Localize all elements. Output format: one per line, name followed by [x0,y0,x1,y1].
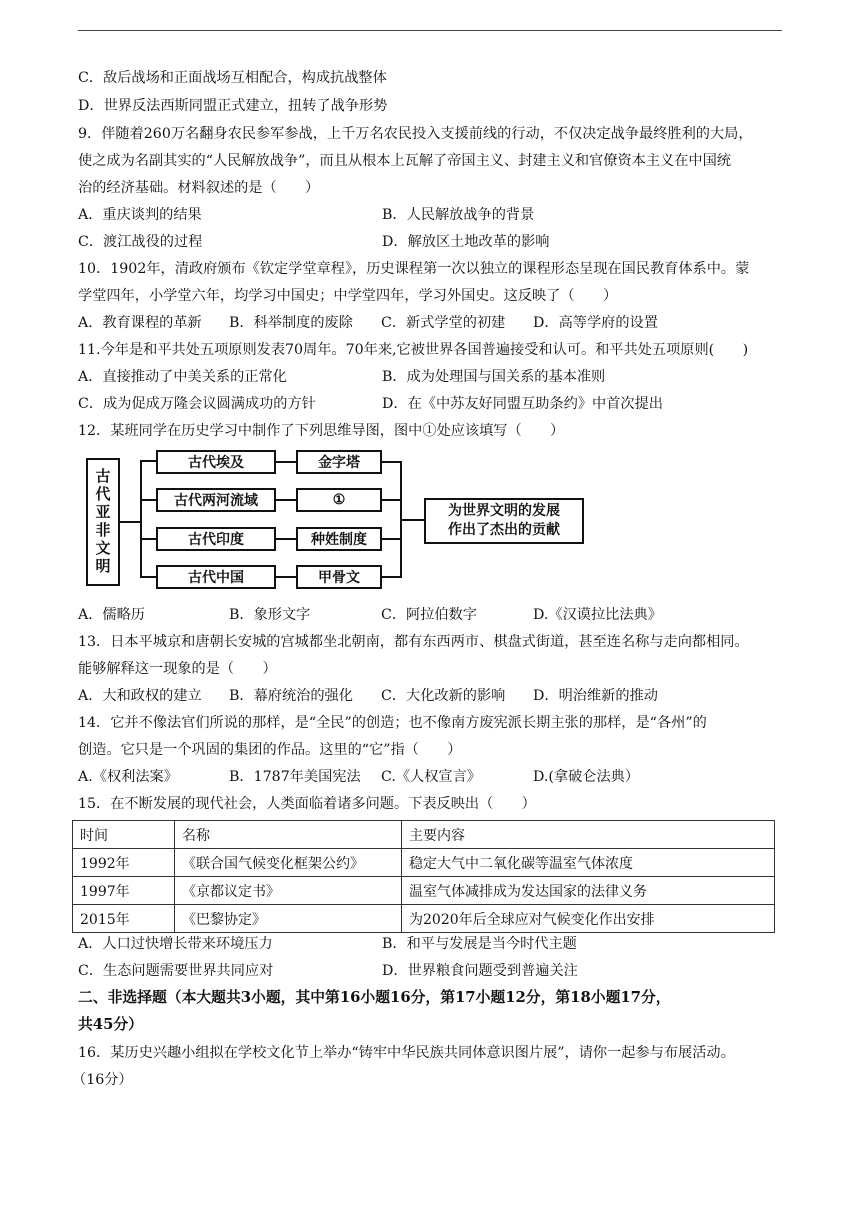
q8-option-c: C．敌后战场和正面战场互相配合，构成抗战整体 [78,70,387,86]
q12-option-d: D.《汉谟拉比法典》 [533,607,662,623]
q16-stem-line2: （16分） [72,1072,133,1088]
q11-option-c: C．成为促成万隆会议圆满成功的方针 [78,396,316,412]
q11-option-a: A．直接推动了中美关系的正常化 [78,369,287,385]
q15-option-d: D．世界粮食问题受到普遍关注 [382,963,578,979]
q15-option-c: C．生态问题需要世界共同应对 [78,963,274,979]
table-header-cell: 时间 [73,821,175,849]
q14-option-b: B．1787年美国宪法 [229,769,361,785]
climate-agreements-table [72,820,775,933]
q13-stem-line1: 13．日本平城京和唐朝长安城的宫城都坐北朝南，都有东西两市、棋盘式街道，甚至连名称与走向都相同。 [78,634,749,650]
q10-option-d: D．高等学府的设置 [533,315,658,331]
table-cell: 1997年 [73,877,175,905]
q10-option-a: A．教育课程的革新 [78,315,202,331]
q12-option-a: A．儒略历 [78,607,145,623]
q12-option-c: C．阿拉伯数字 [381,607,477,623]
header-rule [78,30,782,31]
mindmap-connector [382,576,400,578]
mindmap-region: 古代两河流域 [156,488,276,512]
q9-option-a: A．重庆谈判的结果 [78,207,202,223]
mindmap-conclusion-line1: 为世界文明的发展 [448,503,560,519]
mindmap-connector [140,499,156,501]
q13-option-a: A．大和政权的建立 [78,688,202,704]
q10-option-c: C．新式学堂的初建 [381,315,506,331]
q13-option-b: B．幕府统治的强化 [229,688,353,704]
mindmap-region: 古代中国 [156,565,276,589]
table-cell: 为2020年后全球应对气候变化作出安排 [402,905,775,933]
q10-option-b: B．科举制度的废除 [229,315,353,331]
q12-option-b: B．象形文字 [229,607,311,623]
q9-stem-line3: 治的经济基础。材料叙述的是（ ） [78,180,320,196]
q12-stem: 12．某班同学在历史学习中制作了下列思维导图，图中①处应该填写（ ） [78,423,565,439]
table-cell: 稳定大气中二氧化碳等温室气体浓度 [402,849,775,877]
table-cell: 温室气体减排成为发达国家的法律义务 [402,877,775,905]
mindmap-connector [140,460,156,462]
mindmap-connector [276,461,296,463]
table-cell: 《巴黎协定》 [175,905,402,933]
mindmap-connector [140,460,142,576]
table-row [73,877,775,905]
mindmap-item: 甲骨文 [296,565,382,589]
q13-option-c: C．大化改新的影响 [381,688,506,704]
q15-stem: 15．在不断发展的现代社会，人类面临着诸多问题。下表反映出（ ） [78,796,536,812]
q13-option-d: D．明治维新的推动 [533,688,658,704]
q9-option-d: D．解放区土地改革的影响 [382,234,550,250]
q9-option-b: B．人民解放战争的背景 [382,207,535,223]
q11-stem: 11.今年是和平共处五项原则发表70周年。70年来,它被世界各国普遍接受和认可。和平共处五项原则( ) [78,342,749,358]
q16-stem-line1: 16．某历史兴趣小组拟在学校文化节上举办“铸牢中华民族共同体意识图片展”，请你一起参与布展活动。 [78,1045,735,1061]
q9-option-c: C．渡江战役的过程 [78,234,203,250]
table-header-row [73,821,775,849]
q10-stem-line2: 学堂四年，小学堂六年，均学习中国史；中学堂四年，学习外国史。这反映了（ ） [78,288,618,304]
table-row [73,905,775,933]
q14-stem-line1: 14．它并不像法官们所说的那样，是“全民”的创造；也不像南方废宪派长期主张的那样，是“各州”的 [78,715,707,731]
table-header-cell: 主要内容 [402,821,775,849]
mind-map [78,446,590,592]
mindmap-connector [140,576,156,578]
q11-option-b: B．成为处理国与国关系的基本准则 [382,369,606,385]
mindmap-connector [276,499,296,501]
q9-stem-line1: 9．伴随着260万名翻身农民参军参战，上千万名农民投入支援前线的行动，不仅决定战争最终胜利的大局， [78,126,753,142]
table-header-cell: 名称 [175,821,402,849]
mindmap-root: 古代亚非文明 [86,458,120,586]
mindmap-conclusion [424,498,584,544]
table-cell: 1992年 [73,849,175,877]
mindmap-connector [276,576,296,578]
mindmap-connector [276,538,296,540]
q11-option-d: D．在《中苏友好同盟互助条约》中首次提出 [382,396,663,412]
q15-option-b: B．和平与发展是当今时代主题 [382,936,577,952]
mindmap-item: 种姓制度 [296,527,382,551]
mindmap-region: 古代印度 [156,527,276,551]
q14-option-a: A.《权利法案》 [78,769,178,785]
q10-stem-line1: 10．1902年，清政府颁布《钦定学堂章程》，历史课程第一次以独立的课程形态呈现在国民教育体系中。蒙 [78,261,750,277]
table-row [73,849,775,877]
q14-option-c: C.《人权宣言》 [381,769,481,785]
mindmap-connector [140,538,156,540]
table-cell: 《京都议定书》 [175,877,402,905]
mindmap-connector [382,499,400,501]
mindmap-region: 古代埃及 [156,450,276,474]
table-cell: 《联合国气候变化框架公约》 [175,849,402,877]
table-cell: 2015年 [73,905,175,933]
section-heading-line2: 共45分） [78,1016,143,1033]
q13-stem-line2: 能够解释这一现象的是（ ） [78,661,277,677]
q14-option-d: D.(拿破仑法典） [533,769,640,785]
q14-stem-line2: 创造。它只是一个巩固的集团的作品。这里的“它”指（ ） [78,742,462,758]
mindmap-connector [120,521,140,523]
mindmap-conclusion-line2: 作出了杰出的贡献 [448,522,560,538]
mindmap-connector [400,519,424,521]
q8-option-d: D．世界反法西斯同盟正式建立，扭转了战争形势 [78,98,388,114]
mindmap-connector [382,538,400,540]
section-heading-line1: 二、非选择题（本大题共3小题，其中第16小题16分，第17小题12分，第18小题17分， [78,989,671,1006]
mindmap-connector [382,461,400,463]
mindmap-item-blank: ① [296,488,382,512]
q15-option-a: A．人口过快增长带来环境压力 [78,936,273,952]
mindmap-item: 金字塔 [296,450,382,474]
q9-stem-line2: 使之成为名副其实的“人民解放战争”，而且从根本上瓦解了帝国主义、封建主义和官僚资本主义在中国统 [78,153,731,169]
